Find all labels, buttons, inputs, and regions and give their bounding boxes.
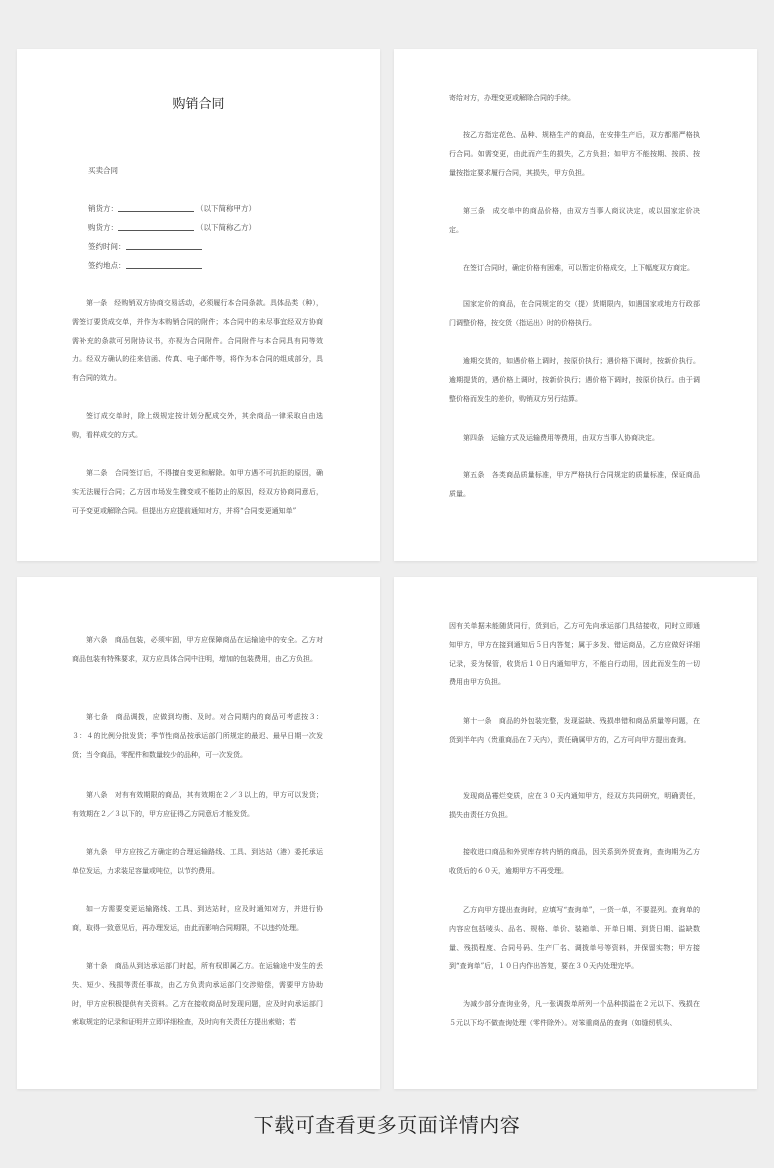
article-4-paragraph: 第四条 运输方式及运输费用等费用，由双方当事人协商决定。 (463, 434, 659, 442)
article-8-paragraph: 第八条 对有有效期限的商品，其有效期在２／３以上的，甲方可以发货；有效期在２／３以下的，甲方应征得乙方同意后才能发货。 (72, 791, 323, 818)
article-6-paragraph: 第六条 商品包装，必须牢固，甲方应保障商品在运输途中的安全。乙方对商品包装有特殊要求，双方应具体合同中注明，增加的包装费用，由乙方负担。 (72, 636, 323, 663)
buyer-label: 购货方： (88, 223, 118, 232)
mildew-paragraph: 发现商品霉烂变质，应在３０天内通知甲方，经双方共同研究，明确责任，损失由责任方负担。 (449, 792, 700, 819)
article-7-paragraph: 第七条 商品调拨，应做到均衡、及时。对合同期内的商品可考虑按３：３：４的比例分批发货；季节性商品按承运部门所规定的最迟、最早日期一次发货；当令商品，零配件和数量较少的品种，可一次发货。 (72, 713, 323, 759)
article-9-paragraph: 第九条 甲方应按乙方确定的合理运输路线、工具、到达站（港）委托承运单位发运，力求装足容量或吨位，以节约费用。 (72, 848, 323, 875)
download-caption: 下载可查看更多页面详情内容 (253, 1113, 521, 1137)
document-page-1 (17, 49, 380, 561)
continued-paragraph: 寄给对方，办理变更或解除合同的手续。 (449, 94, 575, 102)
signing-place-label: 签约地点： (88, 261, 126, 270)
signing-time-label: 签约时间： (88, 242, 126, 251)
article-3-paragraph: 第三条 成交单中的商品价格，由双方当事人商议决定，或以国家定价决定。 (449, 207, 700, 234)
signing-place-blank (126, 260, 202, 269)
buyer-field (88, 222, 256, 233)
continued-paragraph: 因有关单据未能随货同行，货到后，乙方可先向承运部门具结接收，同时立即通知甲方，甲方在接到通知后５日内答复；属于多发、错运商品，乙方应做好详细记录，妥为保管，收货后１０日内通知甲方，不能自行动用，因此而发生的一切费用由甲方负担。 (449, 622, 700, 687)
seller-label: 销货方： (88, 204, 118, 213)
document-page-2 (394, 49, 757, 561)
state-price-paragraph: 国家定价的商品，在合同规定的交（提）货期限内，如遇国家或地方行政部门调整价格，按交货（指运出）时的价格执行。 (449, 300, 700, 327)
signing-time-blank (126, 241, 202, 250)
signing-place-field (88, 260, 202, 271)
document-subtitle: 买卖合同 (88, 166, 118, 175)
article-2-paragraph: 第二条 合同签订后，不得擅自变更和解除。如甲方遇不可抗拒的原因，确实无法履行合同；乙方因市场发生骤变或不能防止的原因，经双方协商同意后，可予变更或解除合同。但提出方应提前通知对方，并将“合同变更通知单” (72, 469, 323, 515)
document-title: 购销合同 (172, 97, 225, 112)
buyer-note: （以下简称乙方） (196, 223, 256, 232)
provisional-price-paragraph: 在签订合同时，确定价格有困难，可以暂定价格成交，上下幅度双方商定。 (463, 264, 694, 272)
article-11-paragraph: 第十一条 商品的外包装完整，发现溢缺、残损串错和商品质量等问题，在货到半年内（贵重商品在７天内），责任确属甲方的，乙方可向甲方提出查询。 (449, 717, 700, 744)
seller-field (88, 203, 256, 214)
route-change-paragraph: 如一方需要变更运输路线、工具、到达站时，应及时通知对方，并进行协商，取得一致意见后，再办理发运，由此而影响合同期限，不以违约处理。 (72, 905, 323, 932)
overdue-price-paragraph: 逾期交货的，如遇价格上调时，按原价执行；遇价格下调时，按新价执行。逾期提货的，遇价格上调时，按新价执行；遇价格下调时，按原价执行。由于调整价格而发生的差价，购销双方另行结算。 (449, 357, 700, 403)
article-10-paragraph: 第十条 商品从到达承运部门时起，所有权即属乙方。在运输途中发生的丢失、短少、残损等责任事故，由乙方负责向承运部门交涉赔偿，需要甲方协助时，甲方应积极提供有关资料。乙方在接收商品时发现问题，应及时向承运部门索取规定的记录和证明并立即详细检查，及时向有关责任方提出索赔；若 (72, 962, 323, 1027)
document-page-3 (17, 577, 380, 1089)
article-1-paragraph: 第一条 经购销双方协商交易活动，必须履行本合同条款。具体品类（种），需签订要货成交单，并作为本购销合同的附件；本合同中的未尽事宜经双方协商需补充的条款可另附协议书，亦视为合同附件。合同附件与本合同具有同等效力。经双方确认的往来信函、传真、电子邮件等，将作为本合同的组成部分，具有合同的效力。 (72, 299, 323, 383)
document-page-4 (394, 577, 757, 1089)
custom-production-paragraph: 按乙方指定花色、品种、规格生产的商品，在安排生产后，双方都需严格执行合同。如需变更，由此而产生的损失，乙方负担；如甲方不能按期、按质、按量按指定要求履行合同，其损失，甲方负担。 (449, 131, 700, 177)
article-5-paragraph: 第五条 各类商品质量标准，甲方严格执行合同规定的质量标准，保证商品质量。 (449, 471, 700, 498)
order-form-paragraph: 签订成交单时，除上级规定按计划分配成交外，其余商品一律采取自由选购，看样成交的方式。 (72, 412, 323, 439)
minor-loss-paragraph: 为减少部分查询业务，凡一张调拨单所列一个品种损溢在２元以下、残损在５元以下均不做查询处理（零件除外）。对笨重商品的查询（如缝纫机头、 (449, 1000, 700, 1027)
buyer-blank (118, 222, 194, 231)
inquiry-form-paragraph: 乙方向甲方提出查询时，应填写“查询单”，一货一单，不要混列。查询单的内容应包括唛头、品名、规格、单价、装箱单、开单日期、到货日期、溢缺数量、残损程度、合同号码、生产厂名、调拨单号等资料，并保留实物；甲方接到“查询单”后，１０日内作出答复，要在３０天内处理完毕。 (449, 906, 700, 971)
import-goods-paragraph: 接收进口商品和外贸库存转内销的商品，因关系到外贸查询，查询期为乙方收货后的６０天，逾期甲方不再受理。 (449, 848, 700, 875)
seller-blank (118, 203, 194, 212)
seller-note: （以下简称甲方） (196, 204, 256, 213)
signing-time-field (88, 241, 202, 252)
